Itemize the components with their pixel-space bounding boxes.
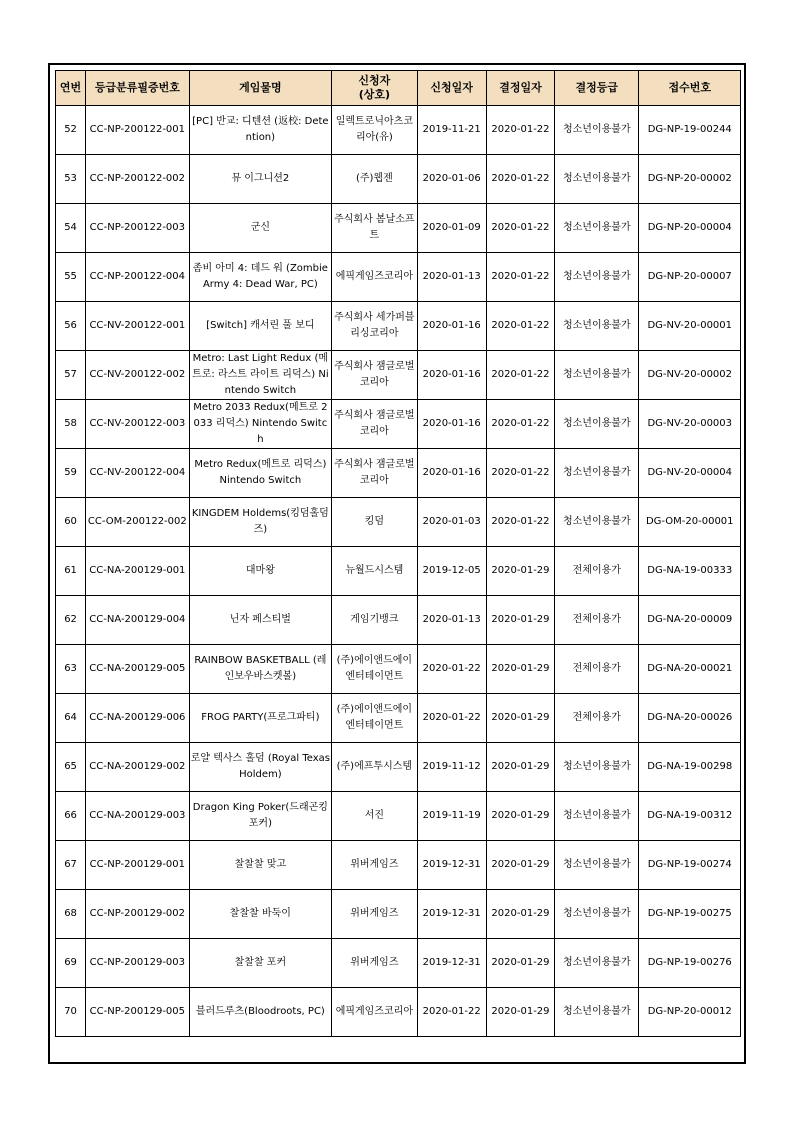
row-decided-date: 2020-01-22 <box>486 253 554 302</box>
row-receipt-number: DG-NV-20-00002 <box>639 351 741 400</box>
row-receipt-number: DG-NP-19-00244 <box>639 106 741 155</box>
row-receipt-number: DG-NA-19-00333 <box>639 547 741 596</box>
row-grade: 청소년이용불가 <box>555 988 639 1037</box>
row-serial: 57 <box>56 351 86 400</box>
row-applicant: 주식회사 잼글로벌코리아 <box>332 400 417 449</box>
row-grade: 청소년이용불가 <box>555 890 639 939</box>
row-game-name: 로얄 텍사스 홀덤 (Royal Texas Holdem) <box>189 743 332 792</box>
row-decided-date: 2020-01-22 <box>486 400 554 449</box>
row-decided-date: 2020-01-29 <box>486 792 554 841</box>
header-cert-number: 등급분류필증번호 <box>86 71 189 106</box>
row-grade: 전체이용가 <box>555 694 639 743</box>
table-row <box>56 988 741 1037</box>
row-grade: 청소년이용불가 <box>555 400 639 449</box>
table-row <box>56 204 741 253</box>
row-applicant: 위버게임즈 <box>332 890 417 939</box>
table-row <box>56 547 741 596</box>
row-cert-number: CC-NA-200129-006 <box>86 694 189 743</box>
row-cert-number: CC-NP-200129-005 <box>86 988 189 1037</box>
row-applicant: 에픽게임즈코리아 <box>332 253 417 302</box>
row-serial: 58 <box>56 400 86 449</box>
table-row <box>56 694 741 743</box>
row-decided-date: 2020-01-29 <box>486 547 554 596</box>
row-decided-date: 2020-01-29 <box>486 939 554 988</box>
row-receipt-number: DG-NA-19-00298 <box>639 743 741 792</box>
row-grade: 청소년이용불가 <box>555 841 639 890</box>
row-game-name: 블러드루츠(Bloodroots, PC) <box>189 988 332 1037</box>
row-cert-number: CC-NA-200129-004 <box>86 596 189 645</box>
row-grade: 청소년이용불가 <box>555 204 639 253</box>
row-cert-number: CC-NV-200122-004 <box>86 449 189 498</box>
row-applicant: 주식회사 세가퍼블리싱코리아 <box>332 302 417 351</box>
row-receipt-number: DG-NA-20-00009 <box>639 596 741 645</box>
row-game-name: KINGDEM Holdems(킹덤홀덤즈) <box>189 498 332 547</box>
row-applied-date: 2020-01-22 <box>417 645 486 694</box>
row-serial: 62 <box>56 596 86 645</box>
row-applied-date: 2019-12-31 <box>417 939 486 988</box>
table-row <box>56 400 741 449</box>
header-game-name: 게임물명 <box>189 71 332 106</box>
row-applicant: 위버게임즈 <box>332 841 417 890</box>
row-cert-number: CC-NA-200129-001 <box>86 547 189 596</box>
row-cert-number: CC-NP-200122-001 <box>86 106 189 155</box>
row-grade: 전체이용가 <box>555 596 639 645</box>
row-decided-date: 2020-01-22 <box>486 449 554 498</box>
row-grade: 청소년이용불가 <box>555 792 639 841</box>
row-game-name: 좀비 아미 4: 데드 워 (Zombie Army 4: Dead War, PC) <box>189 253 332 302</box>
row-applicant: 위버게임즈 <box>332 939 417 988</box>
row-receipt-number: DG-NA-20-00021 <box>639 645 741 694</box>
row-applied-date: 2019-12-31 <box>417 841 486 890</box>
row-game-name: Metro 2033 Redux(메트로 2033 리덕스) Nintendo Switch <box>189 400 332 449</box>
row-applicant: 서진 <box>332 792 417 841</box>
row-grade: 청소년이용불가 <box>555 939 639 988</box>
row-applied-date: 2020-01-13 <box>417 253 486 302</box>
row-receipt-number: DG-NP-20-00007 <box>639 253 741 302</box>
row-applied-date: 2019-12-05 <box>417 547 486 596</box>
table-row <box>56 596 741 645</box>
table-row <box>56 743 741 792</box>
header-receipt-number: 접수번호 <box>639 71 741 106</box>
row-receipt-number: DG-NV-20-00003 <box>639 400 741 449</box>
row-serial: 56 <box>56 302 86 351</box>
row-game-name: 찰찰찰 맞고 <box>189 841 332 890</box>
row-cert-number: CC-NV-200122-003 <box>86 400 189 449</box>
row-applied-date: 2020-01-16 <box>417 351 486 400</box>
row-serial: 70 <box>56 988 86 1037</box>
row-game-name: RAINBOW BASKETBALL (레인보우바스켓볼) <box>189 645 332 694</box>
row-game-name: Metro: Last Light Redux (메트로: 라스트 라이트 리덕스) Nintendo Switch <box>189 351 332 400</box>
row-applied-date: 2020-01-13 <box>417 596 486 645</box>
row-serial: 63 <box>56 645 86 694</box>
row-game-name: 닌자 페스티벌 <box>189 596 332 645</box>
row-decided-date: 2020-01-22 <box>486 302 554 351</box>
row-decided-date: 2020-01-22 <box>486 106 554 155</box>
row-serial: 53 <box>56 155 86 204</box>
row-applicant: 게임기뱅크 <box>332 596 417 645</box>
row-serial: 68 <box>56 890 86 939</box>
row-game-name: 뮤 이그니션2 <box>189 155 332 204</box>
row-applicant: (주)웹젠 <box>332 155 417 204</box>
row-receipt-number: DG-NP-20-00004 <box>639 204 741 253</box>
row-serial: 66 <box>56 792 86 841</box>
row-applied-date: 2019-11-21 <box>417 106 486 155</box>
row-cert-number: CC-NA-200129-002 <box>86 743 189 792</box>
row-applicant: 킹덤 <box>332 498 417 547</box>
row-game-name: 군신 <box>189 204 332 253</box>
row-applied-date: 2020-01-16 <box>417 302 486 351</box>
row-decided-date: 2020-01-29 <box>486 645 554 694</box>
row-receipt-number: DG-NV-20-00004 <box>639 449 741 498</box>
row-serial: 55 <box>56 253 86 302</box>
row-cert-number: CC-NP-200122-003 <box>86 204 189 253</box>
row-serial: 52 <box>56 106 86 155</box>
row-decided-date: 2020-01-29 <box>486 743 554 792</box>
table-row <box>56 155 741 204</box>
row-applicant: (주)에이앤드에이엔터테이먼트 <box>332 645 417 694</box>
table-row <box>56 792 741 841</box>
row-receipt-number: DG-OM-20-00001 <box>639 498 741 547</box>
row-decided-date: 2020-01-29 <box>486 988 554 1037</box>
header-decided-date: 결정일자 <box>486 71 554 106</box>
table-row <box>56 498 741 547</box>
row-serial: 64 <box>56 694 86 743</box>
row-grade: 청소년이용불가 <box>555 351 639 400</box>
row-applied-date: 2020-01-22 <box>417 988 486 1037</box>
header-grade: 결정등급 <box>555 71 639 106</box>
row-decided-date: 2020-01-29 <box>486 841 554 890</box>
row-cert-number: CC-NA-200129-005 <box>86 645 189 694</box>
row-applicant: (주)에프투시스템 <box>332 743 417 792</box>
row-cert-number: CC-NP-200129-003 <box>86 939 189 988</box>
table-row <box>56 645 741 694</box>
row-grade: 청소년이용불가 <box>555 155 639 204</box>
row-applied-date: 2019-11-12 <box>417 743 486 792</box>
row-applicant: 뉴월드시스템 <box>332 547 417 596</box>
row-decided-date: 2020-01-22 <box>486 351 554 400</box>
table-row <box>56 841 741 890</box>
header-applicant: 신청자 (상호) <box>332 71 417 106</box>
row-grade: 전체이용가 <box>555 645 639 694</box>
table-row <box>56 106 741 155</box>
row-receipt-number: DG-NP-19-00274 <box>639 841 741 890</box>
row-cert-number: CC-NA-200129-003 <box>86 792 189 841</box>
row-serial: 59 <box>56 449 86 498</box>
row-receipt-number: DG-NP-20-00012 <box>639 988 741 1037</box>
row-applied-date: 2020-01-22 <box>417 694 486 743</box>
row-cert-number: CC-NP-200122-004 <box>86 253 189 302</box>
row-game-name: 대마왕 <box>189 547 332 596</box>
table-row <box>56 351 741 400</box>
row-serial: 60 <box>56 498 86 547</box>
row-applied-date: 2020-01-03 <box>417 498 486 547</box>
header-serial: 연번 <box>56 71 86 106</box>
row-cert-number: CC-NP-200129-002 <box>86 890 189 939</box>
row-grade: 전체이용가 <box>555 547 639 596</box>
row-game-name: [PC] 반교: 디텐션 (返校: Detention) <box>189 106 332 155</box>
row-grade: 청소년이용불가 <box>555 106 639 155</box>
row-serial: 67 <box>56 841 86 890</box>
row-applicant: 일렉트로닉아츠코리아(유) <box>332 106 417 155</box>
row-game-name: FROG PARTY(프로그파티) <box>189 694 332 743</box>
table-row <box>56 253 741 302</box>
row-receipt-number: DG-NA-19-00312 <box>639 792 741 841</box>
row-game-name: Metro Redux(메트로 리덕스) Nintendo Switch <box>189 449 332 498</box>
row-serial: 61 <box>56 547 86 596</box>
header-applied-date: 신청일자 <box>417 71 486 106</box>
row-applied-date: 2019-12-31 <box>417 890 486 939</box>
row-applied-date: 2020-01-09 <box>417 204 486 253</box>
row-receipt-number: DG-NP-19-00275 <box>639 890 741 939</box>
row-cert-number: CC-NP-200129-001 <box>86 841 189 890</box>
row-cert-number: CC-NV-200122-001 <box>86 302 189 351</box>
row-receipt-number: DG-NP-19-00276 <box>639 939 741 988</box>
row-applied-date: 2020-01-16 <box>417 449 486 498</box>
row-applicant: 주식회사 잼글로벌코리아 <box>332 449 417 498</box>
row-receipt-number: DG-NV-20-00001 <box>639 302 741 351</box>
row-applied-date: 2020-01-06 <box>417 155 486 204</box>
row-grade: 청소년이용불가 <box>555 253 639 302</box>
row-applied-date: 2020-01-16 <box>417 400 486 449</box>
row-serial: 69 <box>56 939 86 988</box>
row-game-name: 찰찰찰 바둑이 <box>189 890 332 939</box>
row-decided-date: 2020-01-29 <box>486 694 554 743</box>
row-applicant: 주식회사 잼글로벌코리아 <box>332 351 417 400</box>
row-cert-number: CC-NP-200122-002 <box>86 155 189 204</box>
row-grade: 청소년이용불가 <box>555 302 639 351</box>
table-row <box>56 939 741 988</box>
table-row <box>56 890 741 939</box>
row-grade: 청소년이용불가 <box>555 449 639 498</box>
row-applicant: (주)에이앤드에이엔터테이먼트 <box>332 694 417 743</box>
row-decided-date: 2020-01-29 <box>486 596 554 645</box>
row-decided-date: 2020-01-29 <box>486 890 554 939</box>
row-serial: 54 <box>56 204 86 253</box>
row-serial: 65 <box>56 743 86 792</box>
row-applied-date: 2019-11-19 <box>417 792 486 841</box>
row-game-name: Dragon King Poker(드래곤킹포커) <box>189 792 332 841</box>
row-applicant: 에픽게임즈코리아 <box>332 988 417 1037</box>
row-receipt-number: DG-NA-20-00026 <box>639 694 741 743</box>
row-applicant: 주식회사 봄날소프트 <box>332 204 417 253</box>
row-decided-date: 2020-01-22 <box>486 155 554 204</box>
row-cert-number: CC-NV-200122-002 <box>86 351 189 400</box>
table-row <box>56 449 741 498</box>
header-row <box>56 71 741 106</box>
row-game-name: [Switch] 캐서린 풀 보디 <box>189 302 332 351</box>
row-grade: 청소년이용불가 <box>555 743 639 792</box>
row-decided-date: 2020-01-22 <box>486 498 554 547</box>
row-grade: 청소년이용불가 <box>555 498 639 547</box>
row-decided-date: 2020-01-22 <box>486 204 554 253</box>
row-cert-number: CC-OM-200122-002 <box>86 498 189 547</box>
rating-table <box>55 70 741 1037</box>
table-row <box>56 302 741 351</box>
row-receipt-number: DG-NP-20-00002 <box>639 155 741 204</box>
row-game-name: 찰찰찰 포커 <box>189 939 332 988</box>
